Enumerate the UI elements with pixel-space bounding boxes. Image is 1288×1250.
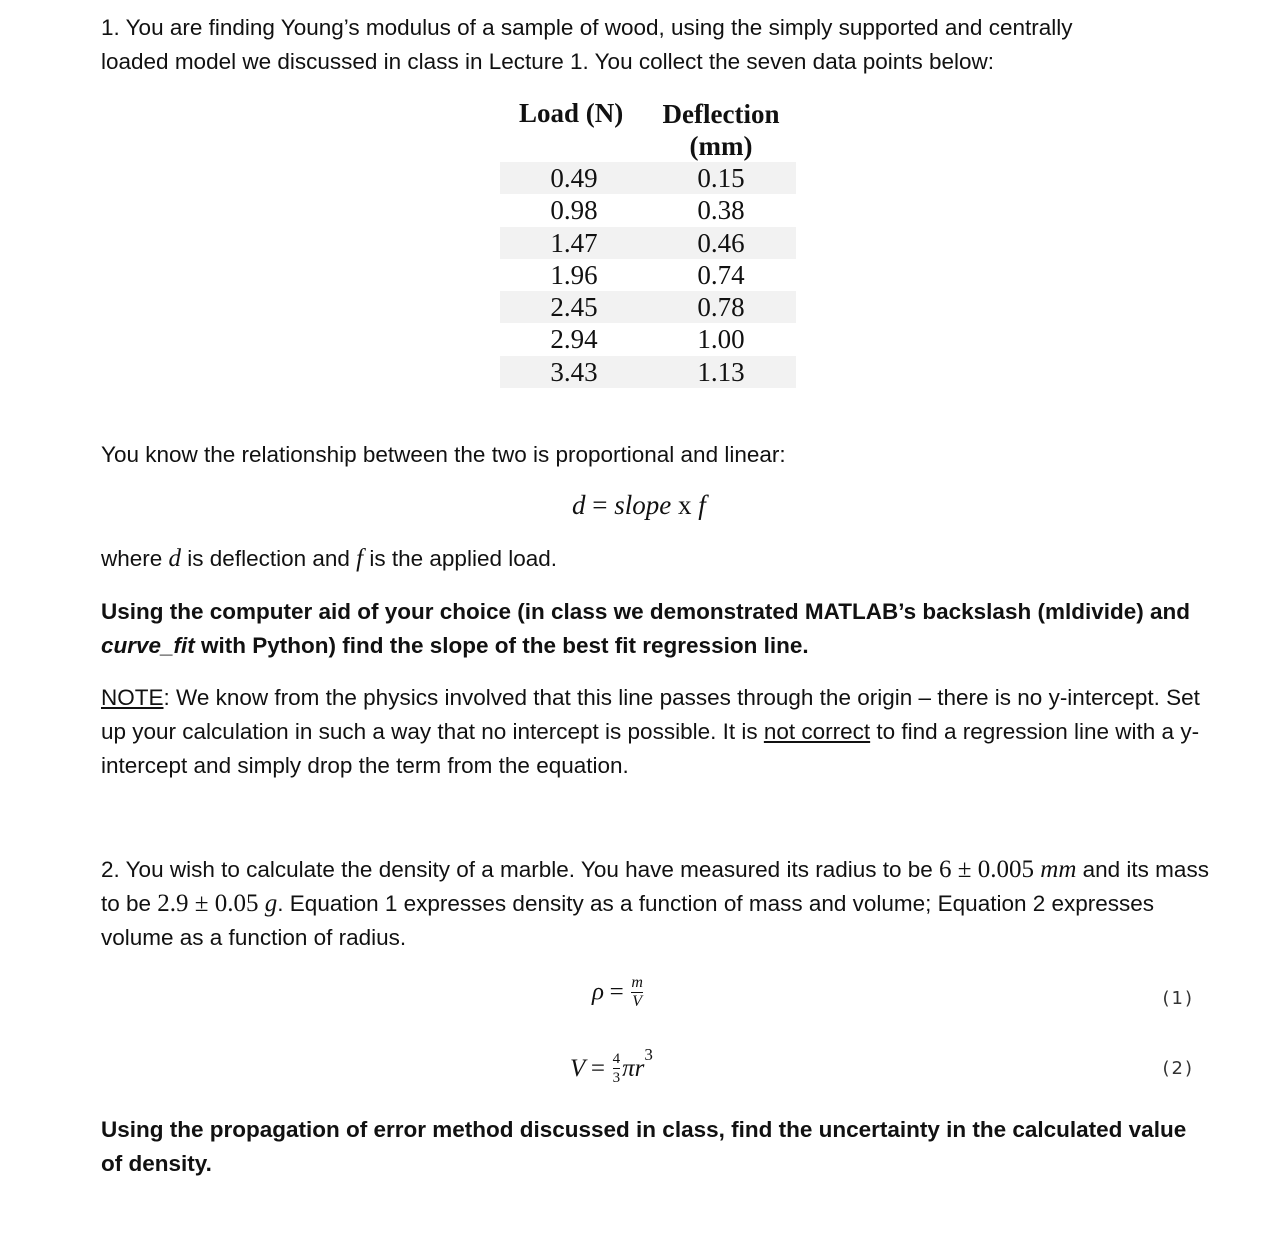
q1-task-part2: with Python) find the slope of the best fit regression line. (194, 633, 809, 658)
q2-intro (101, 853, 1211, 955)
note-part1: : We know from the physics involved that this line passes through the origin – there is no y-intercept. Set up your calculation in such a way that no intercept is possible. It is (101, 685, 1200, 744)
cell-deflection: 0.38 (697, 195, 745, 226)
equation-2-number: (2) (1162, 1058, 1194, 1079)
header-deflection (650, 98, 792, 162)
eq2-fraction-bar (613, 1068, 621, 1069)
where-post: is the applied load. (363, 546, 558, 571)
cell-deflection: 0.78 (697, 292, 745, 323)
eq2-denominator: 3 (612, 1070, 621, 1087)
where-d: d (168, 545, 182, 572)
eq1-fraction (631, 975, 643, 1010)
linear-equation (572, 490, 706, 521)
q2-mass-unit: g (264, 890, 278, 917)
eq2-fraction (613, 1051, 621, 1086)
q2-task: Using the propagation of error method discussed in class, find the uncertainty in the calculated value of density. (101, 1117, 1187, 1176)
note-paragraph (101, 681, 1211, 783)
q2-radius-unit: mm (1040, 856, 1077, 883)
eq1-numerator: m (631, 974, 643, 991)
q2-radius-value: 6 ± 0.005 (939, 856, 1035, 883)
cell-deflection: 0.15 (697, 163, 745, 193)
cell-deflection: 0.46 (697, 227, 745, 258)
table-row (500, 259, 796, 291)
cell-load: 0.49 (550, 163, 598, 193)
cell-deflection: 0.74 (697, 259, 745, 290)
note-label: NOTE (101, 685, 164, 710)
note-part2: to find a regression line with a y-intercept and simply drop the term from the equation. (101, 719, 1200, 778)
cell-load: 1.96 (550, 259, 598, 290)
eq1-rho: ρ (592, 978, 604, 1006)
eq2-exponent: 3 (644, 1045, 653, 1064)
cell-load: 2.45 (550, 292, 598, 323)
data-table (500, 96, 796, 388)
eq1-equals: = (609, 978, 624, 1006)
cell-load: 1.47 (550, 227, 598, 258)
q1-intro (101, 11, 1211, 79)
q2-intro-pre: 2. You wish to calculate the density of a marble. You have measured its radius to be (101, 857, 940, 882)
eq-x: x (677, 490, 692, 520)
table-header (500, 96, 796, 162)
table-row (500, 323, 796, 355)
q1-intro-line2: loaded model we discussed in class in Lecture 1. You collect the seven data points below: (101, 49, 995, 74)
q1-intro-line1: 1. You are finding Young’s modulus of a sample of wood, using the simply supported and centrally (101, 15, 1073, 40)
q1-task-part1: Using the computer aid of your choice (in class we demonstrated MATLAB’s backslash (mldivide) and (101, 599, 1190, 624)
header-deflection-line1: Deflection (662, 99, 780, 129)
table-row (500, 162, 796, 194)
cell-load: 3.43 (550, 356, 598, 387)
eq2-pi: π (622, 1054, 635, 1082)
where-f: f (356, 545, 364, 572)
equation-1 (592, 975, 645, 1010)
eq-f: f (698, 490, 706, 520)
relationship-text: You know the relationship between the two is proportional and linear: (101, 442, 786, 467)
eq-d: d (572, 490, 586, 520)
where-mid: is deflection and (181, 546, 357, 571)
where-pre: where (101, 546, 169, 571)
header-deflection-line2: (mm) (689, 131, 753, 161)
cell-load: 0.98 (550, 195, 598, 226)
equation-1-number: (1) (1162, 988, 1194, 1009)
table-row (500, 291, 796, 323)
cell-load: 2.94 (550, 324, 598, 355)
table-row (500, 227, 796, 259)
q1-task-curve-fit: curve_fit (101, 633, 195, 658)
where-text (101, 542, 1211, 576)
eq1-denominator: V (632, 993, 643, 1010)
q2-intro-mid: and its mass to be (101, 857, 1209, 916)
eq2-numerator: 4 (612, 1051, 621, 1068)
table-row (500, 194, 796, 226)
eq-slope: slope (614, 490, 672, 520)
header-load: Load (N) (519, 98, 624, 128)
cell-deflection: 1.13 (697, 356, 745, 387)
q1-task (101, 595, 1211, 663)
note-not-correct: not correct (763, 719, 871, 744)
eq-equals: = (592, 490, 608, 520)
equation-2 (570, 1045, 653, 1086)
q2-intro-post: . Equation 1 expresses density as a function of mass and volume; Equation 2 expresses volume as a function of radius. (101, 891, 1155, 950)
eq2-v: V (570, 1054, 586, 1082)
eq2-equals: = (590, 1054, 606, 1082)
cell-deflection: 1.00 (697, 324, 745, 355)
q2-mass-value: 2.9 ± 0.05 (157, 890, 259, 917)
eq2-r: r (634, 1054, 645, 1082)
table-row (500, 356, 796, 388)
